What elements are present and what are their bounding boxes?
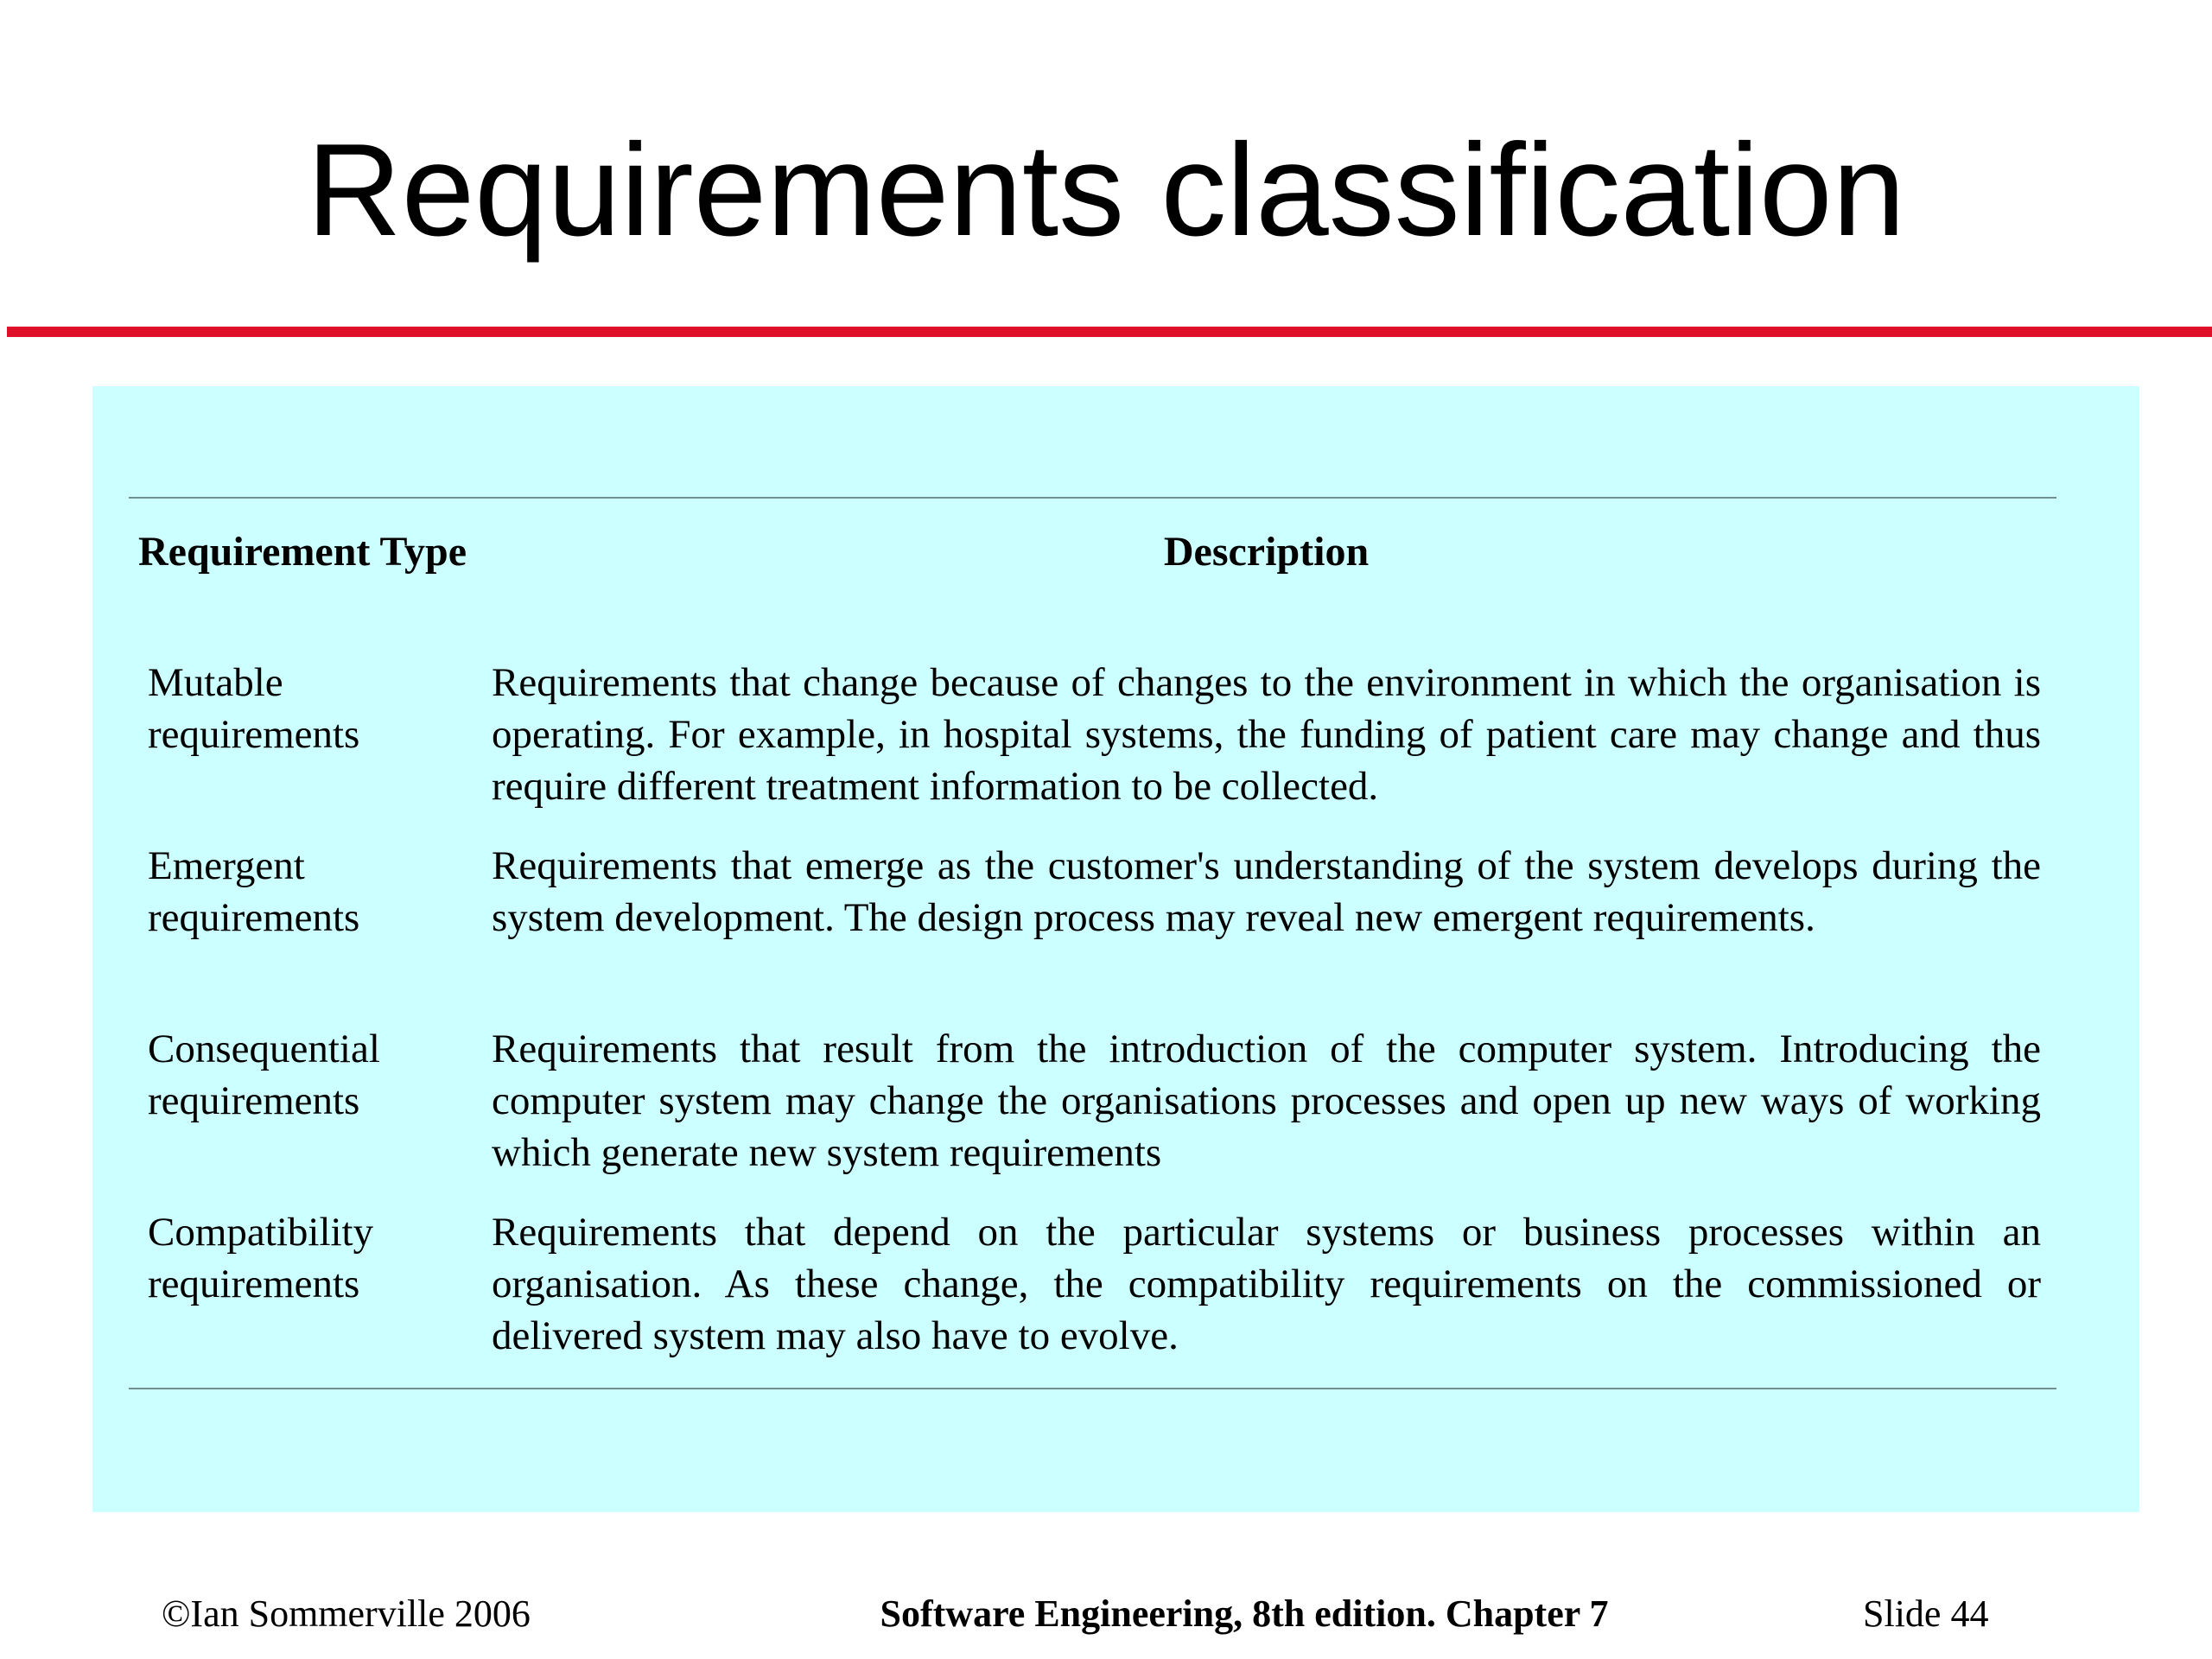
table-top-rule [129,497,2056,499]
footer-copyright: ©Ian Sommerville 2006 [162,1592,531,1635]
row-type-compatibility: Compatibility requirements [148,1210,374,1306]
title-divider [7,327,2212,337]
header-requirement-type: Requirement Type [138,529,467,575]
row-type-emergent: Emergent requirements [148,843,360,940]
row-description-emergent: Requirements that emerge as the customer's understanding of the system develops during the system development. The design process may reveal new emergent requirements. [492,843,2041,940]
row-type-consequential: Consequential requirements [148,1027,380,1123]
row-description-compatibility: Requirements that depend on the particular systems or business processes within an organisation. As these change, the compatibility requirements on the commissioned or delivered system may also have to evolve. [492,1210,2041,1358]
row-type-mutable: Mutable requirements [148,660,360,757]
footer-book-title: Software Engineering, 8th edition. Chapter 7 [880,1592,1609,1635]
header-description: Description [1163,529,1370,575]
footer-slide-number: Slide 44 [1863,1592,1989,1635]
table-bottom-rule [129,1388,2056,1389]
row-description-consequential: Requirements that result from the introduction of the computer system. Introducing the computer system may change the organisations processes and open up new ways of working which generate new system requirements [492,1027,2041,1175]
row-description-mutable: Requirements that change because of changes to the environment in which the organisation is operating. For example, in hospital systems, the funding of patient care may change and thus require different treatment information to be collected. [492,660,2041,809]
slide-title: Requirements classification [306,117,1906,264]
